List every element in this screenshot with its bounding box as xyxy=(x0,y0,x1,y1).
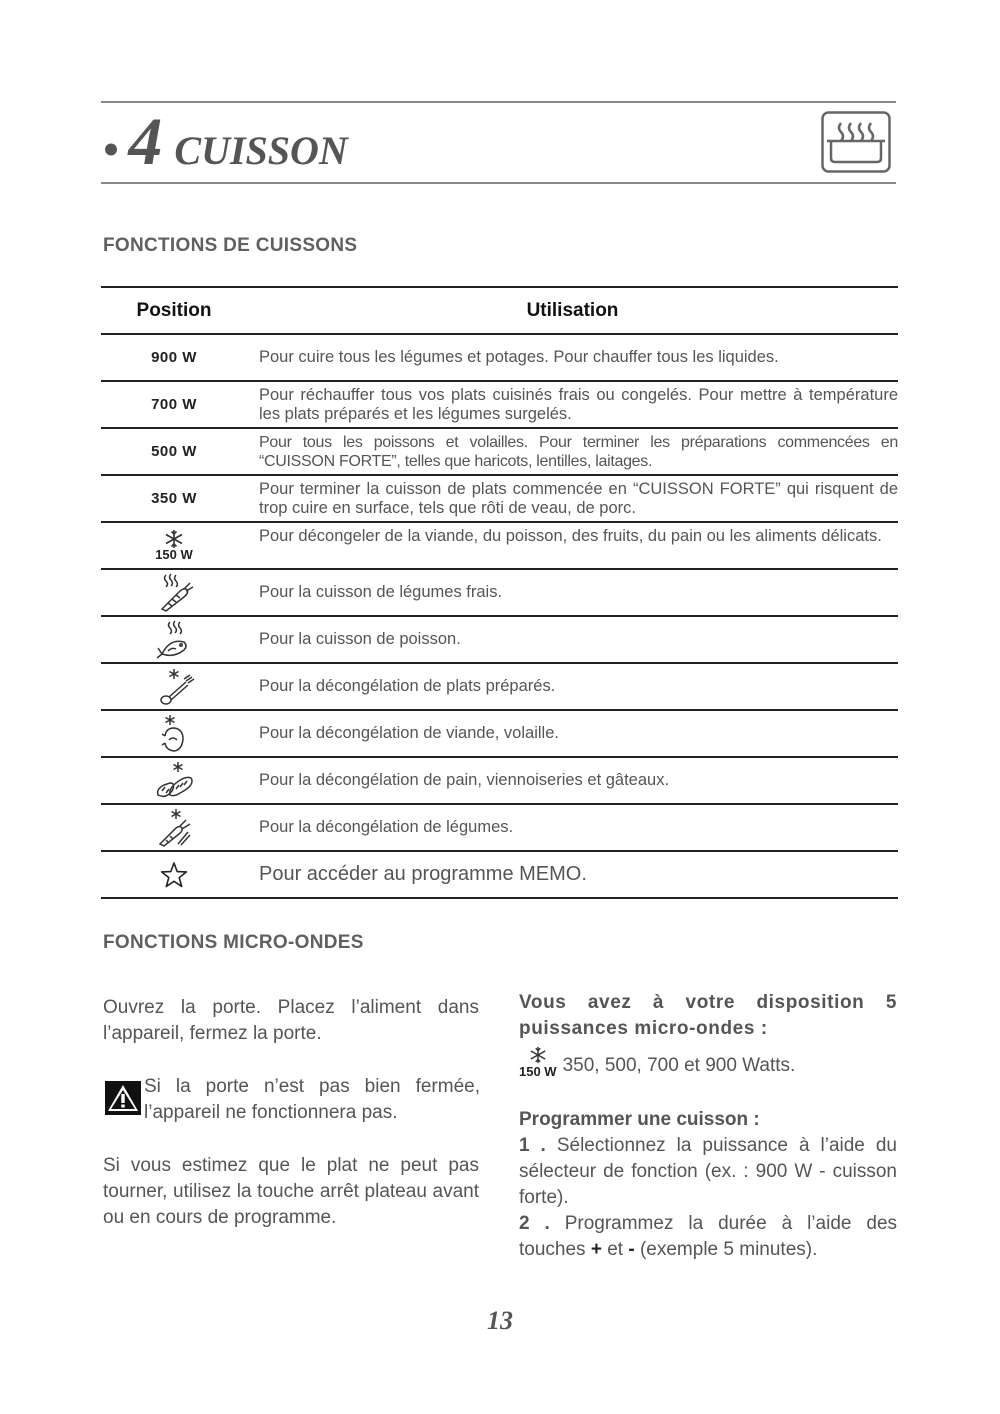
left-column xyxy=(103,995,479,1047)
table-row xyxy=(101,429,898,476)
header-top-rule xyxy=(101,101,896,103)
chapter-title xyxy=(103,104,348,182)
power-150w-label: 150 W xyxy=(519,1064,557,1079)
row-description: Pour terminer la cuisson de plats commencée en “CUISSON FORTE” qui risquent de trop cuire en surface, tels que rôti de veau, de porc. xyxy=(259,480,898,517)
power-150w-badge xyxy=(519,1046,557,1079)
row-description: Pour la décongélation de viande, volaille. xyxy=(259,724,559,742)
row-description: Pour la décongélation de plats préparés. xyxy=(259,677,556,695)
step-1 xyxy=(519,1133,897,1211)
row-description: Pour tous les poissons et volailles. Pour terminer les préparations commencées en “CUISSON FORTE”, telles que haricots, lentilles, laitages. xyxy=(259,434,898,470)
powers-list: 350, 500, 700 et 900 Watts. xyxy=(562,1055,796,1076)
table-row xyxy=(101,711,898,758)
table-row xyxy=(101,570,898,617)
chapter-bullet: • xyxy=(103,125,119,174)
step-1-text: Sélectionnez la puissance à l’aide du sélecteur de fonction (ex. : 900 W - cuisson forte). xyxy=(519,1135,898,1208)
paragraph-turntable: Si vous estimez que le plat ne peut pas tourner, utilisez la touche arrêt plateau avant ou en cours de programme. xyxy=(103,1155,479,1228)
chapter-number: 4 xyxy=(128,103,163,179)
row-description: Pour cuire tous les légumes et potages. Pour chauffer tous les liquides. xyxy=(259,348,779,366)
paragraph-open-door: Ouvrez la porte. Placez l’aliment dans l’appareil, fermez la porte. xyxy=(103,997,479,1044)
snowflake-icon xyxy=(528,1046,548,1064)
section-heading-cooking-functions: FONCTIONS DE CUISSONS xyxy=(103,235,358,256)
chapter-name: CUISSON xyxy=(174,128,348,173)
step-2-text-a: Programmez la durée à l’aide des touches xyxy=(519,1213,898,1260)
defrost-bread-icon xyxy=(152,761,196,801)
programming-heading: Programmer une cuisson : xyxy=(519,1109,760,1130)
header-bottom-rule xyxy=(101,182,896,184)
turntable-note-block xyxy=(103,1153,479,1231)
table-row xyxy=(101,617,898,664)
table-row xyxy=(101,852,898,899)
cooking-functions-table xyxy=(101,286,898,899)
steamed-vegetables-icon xyxy=(152,573,196,613)
defrost-vegetables-icon xyxy=(152,808,196,848)
row-description: Pour accéder au programme MEMO. xyxy=(259,863,587,885)
step-2-et: et xyxy=(607,1239,624,1260)
step-2-number: 2 . xyxy=(519,1213,550,1234)
programming-block xyxy=(519,1107,897,1263)
step-2-text-b: (exemple 5 minutes). xyxy=(639,1239,818,1260)
defrost-prepared-dish-icon xyxy=(152,667,196,707)
right-column xyxy=(519,990,897,1042)
step-1-number: 1 . xyxy=(519,1135,546,1156)
table-header-row xyxy=(101,286,898,335)
table-row xyxy=(101,382,898,429)
section-heading-microwave-functions: FONCTIONS MICRO-ONDES xyxy=(103,932,364,953)
table-row xyxy=(101,476,898,523)
warning-text-block xyxy=(144,1074,480,1126)
col-header-position: Position xyxy=(136,299,212,321)
power-label: 350 W xyxy=(151,490,197,507)
row-description: Pour réchauffer tous vos plats cuisinés frais ou congelés. Pour mettre à température les plats préparés et les légumes surgelés. xyxy=(259,386,898,423)
power-label: 900 W xyxy=(151,349,197,366)
minus-key: - xyxy=(628,1239,635,1260)
paragraph-door-warning: Si la porte n’est pas bien fermée, l’appareil ne fonctionnera pas. xyxy=(144,1076,480,1123)
power-label: 700 W xyxy=(151,396,197,413)
page-number: 13 xyxy=(487,1306,513,1335)
table-row xyxy=(101,664,898,711)
powers-line xyxy=(519,1046,795,1079)
table-row xyxy=(101,523,898,570)
row-description: Pour la décongélation de légumes. xyxy=(259,818,514,836)
row-description: Pour la cuisson de poisson. xyxy=(259,630,461,648)
col-header-utilisation: Utilisation xyxy=(526,300,619,321)
row-description: Pour décongeler de la viande, du poisson, des fruits, du pain ou les aliments délicats. xyxy=(259,527,882,545)
warning-triangle-icon xyxy=(105,1081,141,1115)
row-description: Pour la décongélation de pain, viennoiseries et gâteaux. xyxy=(259,771,670,789)
row-description: Pour la cuisson de légumes frais. xyxy=(259,583,503,601)
table-row xyxy=(101,335,898,382)
snowflake-icon xyxy=(163,529,185,549)
plus-key: + xyxy=(590,1239,602,1260)
steamed-fish-icon xyxy=(152,620,196,660)
step-2 xyxy=(519,1211,897,1263)
table-row xyxy=(101,758,898,805)
defrost-poultry-icon xyxy=(152,714,196,754)
table-row xyxy=(101,805,898,852)
powers-intro: Vous avez à votre disposition 5 puissances micro-ondes : xyxy=(519,992,897,1039)
power-label: 150 W xyxy=(155,547,193,562)
steaming-dish-icon xyxy=(821,111,891,173)
star-icon xyxy=(160,861,188,889)
power-label: 500 W xyxy=(151,443,197,460)
